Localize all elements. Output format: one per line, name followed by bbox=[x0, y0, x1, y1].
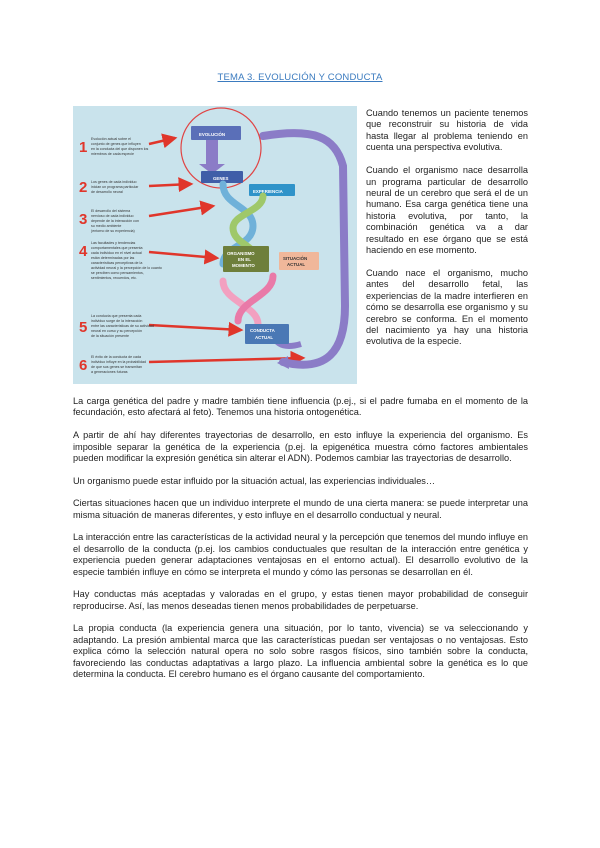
situation-box bbox=[279, 252, 319, 270]
svg-text:en la conducta del que dispone: en la conducta del que disponen los bbox=[91, 147, 149, 151]
behavior-label-2: ACTUAL bbox=[255, 335, 274, 340]
body-paragraph: Ciertas situaciones hacen que un individuo interprete el mundo de una cierta manera: se puede interpretar una misma situación de maneras diferentes, y esto influye en el desarrollo conductual y neural. bbox=[73, 498, 528, 520]
svg-text:de la situación presente: de la situación presente bbox=[91, 334, 129, 338]
genes-label: GENES bbox=[213, 176, 229, 181]
svg-text:Evolución actual sobre el: Evolución actual sobre el bbox=[91, 137, 131, 141]
body-paragraph: La propia conducta (la experiencia genera una situación, por lo tanto, vivencia) se va seleccionando y adaptando. La presión ambiental marca que las características puedan ser ventajosas o no ventajosas. Esto explica cómo la selección natural opera no solo sobre rasgos físicos, sino también sobre la conducta, favoreciendo las conductas adaptativas a largo plazo. La influencia ambiental sobre la genética es lo que determina la conducta. El cerebro humano es el órgano causante del comportamiento. bbox=[73, 623, 528, 680]
svg-text:características perceptivas de: características perceptivas de la bbox=[91, 261, 143, 265]
body-paragraph: La interacción entre las características de la actividad neural y la percepción que tenemos del mundo influye en el desarrollo de la conducta (p.ej. los cambios conductuales que resultan de la interacción entre genética y experiencia pueden generar adaptaciones ventajosas en el entorno actual). El desarrollo evolutivo de la especie también influye en cómo se interpreta el mundo y cómo las personas se desarrollan en él. bbox=[73, 532, 528, 577]
body-paragraph: La carga genética del padre y madre también tiene influencia (p.ej., si el padre fumaba en el momento de la fecundación, esto afectará al feto). Tenemos una historia ontogenética. bbox=[73, 396, 528, 418]
step-list bbox=[79, 137, 162, 374]
evolution-label: EVOLUCIÓN bbox=[199, 132, 226, 137]
svg-text:su medio ambiente: su medio ambiente bbox=[91, 224, 122, 228]
svg-text:individuo influye en la probab: individuo influye en la probabilidad bbox=[91, 360, 146, 364]
step-6 bbox=[79, 355, 146, 374]
svg-text:de que sus genes se transmitan: de que sus genes se transmitan bbox=[91, 365, 142, 369]
svg-text:individuo surge de la interacc: individuo surge de la interacción bbox=[91, 319, 143, 323]
experience-label: EXPERIENCIA bbox=[253, 189, 283, 194]
svg-text:a generaciones futuras: a generaciones futuras bbox=[91, 370, 128, 374]
page-title: TEMA 3. EVOLUCIÓN Y CONDUCTA bbox=[217, 72, 383, 83]
svg-text:6: 6 bbox=[79, 357, 88, 374]
side-paragraph: Cuando nace el organismo, mucho antes del desarrollo fetal, las experiencias de la madre interfieren en cómo se desarrolla ese organismo y su cerebro se conforma. En el momento del nacimiento ya hay una historia evolutiva de la especie. bbox=[366, 267, 528, 347]
body-text bbox=[73, 396, 528, 692]
svg-text:El éxito de la conducta de cad: El éxito de la conducta de cada bbox=[91, 355, 141, 359]
side-paragraph: Cuando el organismo nace desarrolla un programa particular de desarrollo neural de un cerebro que será el de un humano. Esa carga genética tiene una historia evolutiva, por tanto, la combinación genética va a dar resultado en ese órgano que se está haciendo en ese momento. bbox=[366, 165, 528, 255]
svg-text:están determinadas por las: están determinadas por las bbox=[91, 256, 135, 260]
svg-text:Los genes de cada individuo: Los genes de cada individuo bbox=[91, 180, 137, 184]
organism-label-2: EN EL bbox=[238, 257, 251, 262]
svg-text:3: 3 bbox=[79, 211, 88, 228]
body-paragraph: A partir de ahí hay diferentes trayectorias de desarrollo, en esto influye la experiencia del organismo. Es imposible separar la genética de la experiencia (p.ej. la epigenética muestra cómo factores ambientales pueden modificar la expresión genética sin alterar el ADN). Podemos cambiar las trayectorias de desarrollo. bbox=[73, 430, 528, 463]
svg-text:El desarrollo del sistema: El desarrollo del sistema bbox=[91, 209, 131, 213]
svg-text:inician un programa particular: inician un programa particular bbox=[91, 185, 139, 189]
situation-label-2: ACTUAL bbox=[287, 262, 306, 267]
svg-text:(entorno de su experiencia): (entorno de su experiencia) bbox=[91, 229, 135, 233]
organism-label-1: ORGANISMO bbox=[227, 251, 255, 256]
situation-label-1: SITUACIÓN bbox=[283, 256, 308, 261]
diagram-svg bbox=[73, 106, 357, 384]
svg-text:Las facultades y tendencias: Las facultades y tendencias bbox=[91, 241, 136, 245]
step-5 bbox=[79, 314, 154, 338]
svg-text:actividad neural y la percepci: actividad neural y la percepción de lo cuanto bbox=[91, 266, 162, 270]
behavior-box bbox=[245, 324, 289, 344]
body-paragraph: Un organismo puede estar influido por la situación actual, las experiencias individuales… bbox=[73, 475, 436, 486]
body-paragraph: Hay conductas más aceptadas y valoradas en el grupo, y estas tienen mayor probabilidad de conseguir reproducirse. Así, las menos deseadas tienen menos probabilidades de perpetuarse. bbox=[73, 589, 528, 611]
svg-text:sentimientos, recuerdos, etc.: sentimientos, recuerdos, etc. bbox=[91, 276, 137, 280]
step-1 bbox=[79, 137, 149, 156]
svg-text:comportamentales que presenta: comportamentales que presenta bbox=[91, 246, 143, 250]
svg-text:neural en curso y su percepció: neural en curso y su percepción bbox=[91, 329, 142, 333]
step-2 bbox=[79, 179, 139, 196]
step-3 bbox=[79, 209, 139, 233]
svg-text:La conducta que presenta cada: La conducta que presenta cada bbox=[91, 314, 142, 318]
behavior-label-1: CONDUCTA bbox=[250, 328, 275, 333]
evolution-behavior-diagram bbox=[73, 106, 357, 384]
svg-text:nervioso de cada individuo: nervioso de cada individuo bbox=[91, 214, 134, 218]
svg-text:de desarrollo neural: de desarrollo neural bbox=[91, 190, 123, 194]
svg-text:5: 5 bbox=[79, 319, 88, 336]
organism-label-3: MOMENTO bbox=[232, 263, 255, 268]
svg-text:4: 4 bbox=[79, 243, 88, 260]
svg-text:1: 1 bbox=[79, 139, 88, 156]
svg-text:depende de la interacción con: depende de la interacción con bbox=[91, 219, 139, 223]
side-paragraph: Cuando tenemos un paciente tenemos que reconstruir su historia de vida hasta llegar al problema teniendo en cuenta una perspectiva evolutiva. bbox=[366, 108, 528, 153]
svg-text:entre las características de s: entre las características de su actividad bbox=[91, 324, 154, 328]
svg-text:cada individuo en el nivel act: cada individuo en el nivel actual bbox=[91, 251, 142, 255]
svg-text:se perciben como pensamientos,: se perciben como pensamientos, bbox=[91, 271, 144, 275]
svg-text:conjunto de genes que influyen: conjunto de genes que influyen bbox=[91, 142, 141, 146]
step-4 bbox=[79, 241, 162, 280]
svg-text:miembros de cada especie: miembros de cada especie bbox=[91, 152, 134, 156]
svg-text:2: 2 bbox=[79, 179, 88, 196]
side-text bbox=[366, 108, 528, 359]
